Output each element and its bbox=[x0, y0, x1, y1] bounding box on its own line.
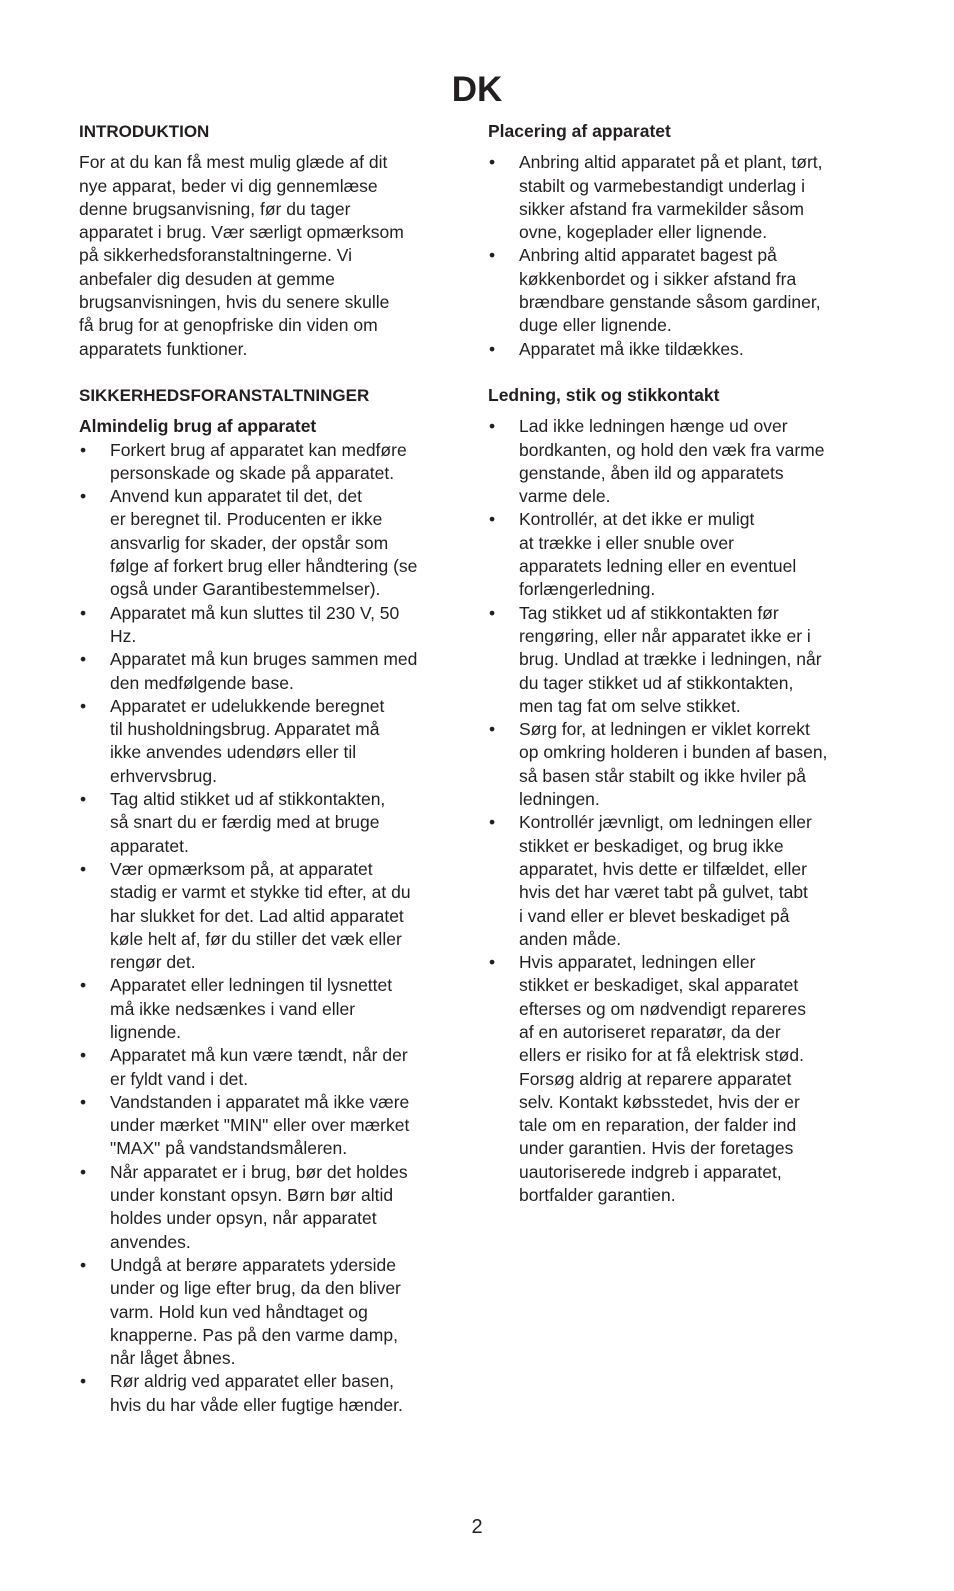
list-item-text: Kontrollér jævnligt, om ledningen eller stikket er beskadiget, og brug ikke apparatet, hvis dette er tilfældet, eller hvis det har været tabt på gulvet, tabt i vand eller er blevet beskadiget på anden måde. bbox=[519, 812, 812, 949]
list-item-text: Vandstanden i apparatet må ikke være under mærket "MIN" eller over mærket "MAX" på vandstandsmåleren. bbox=[110, 1091, 410, 1159]
list-item bbox=[488, 415, 878, 508]
general-use-heading: Almindelig brug af apparatet bbox=[79, 416, 317, 437]
list-item bbox=[488, 811, 878, 951]
left-column bbox=[79, 120, 464, 1417]
right-column bbox=[488, 120, 878, 1207]
bullet-icon: • bbox=[80, 695, 87, 716]
list-item-text: Vær opmærksom på, at apparatet stadig er varmt et stykke tid efter, at du har slukket for det. Lad altid apparatet køle helt af, før du stiller det væk eller rengør det. bbox=[110, 858, 411, 973]
list-item-text: Anbring altid apparatet bagest på køkkenbordet og i sikker afstand fra brændbare genstande såsom gardiner, duge eller lignende. bbox=[519, 245, 821, 336]
bullet-icon: • bbox=[489, 245, 496, 266]
bullet-icon: • bbox=[80, 1371, 87, 1392]
bullet-icon: • bbox=[80, 1091, 87, 1112]
list-item bbox=[79, 858, 464, 974]
placement-heading: Placering af apparatet bbox=[488, 121, 671, 141]
general-use-list bbox=[79, 439, 464, 1417]
intro-paragraph: For at du kan få mest mulig glæde af dit nye apparat, beder vi dig gennemlæse denne brugsanvisning, før du tager apparatet i brug. Vær særligt opmærksom på sikkerhedsforanstaltningerne. Vi anbefaler dig desuden at gemme brugsanvisningen, hvis du senere skulle få brug for at genopfriske din viden om apparatets funktioner. bbox=[79, 152, 404, 359]
list-item-text: Undgå at berøre apparatets yderside under og lige efter brug, da den bliver varm. Hold kun ved håndtaget og knapperne. Pas på den varme damp, når låget åbnes. bbox=[110, 1254, 401, 1369]
list-item-text: Tag stikket ud af stikkontakten før rengøring, eller når apparatet ikke er i brug. Undlad at trække i ledningen, når du tager stikket ud af stikkontakten, men tag fat om selve stikket. bbox=[519, 602, 822, 716]
list-item bbox=[79, 1091, 464, 1161]
list-item bbox=[79, 1254, 464, 1370]
list-item bbox=[488, 508, 878, 601]
list-item-text: Anvend kun apparatet til det, det er beregnet til. Producenten er ikke ansvarlig for skader, der opstår som følge af forkert brug eller håndtering (se også under Garantibestemmelser). bbox=[110, 486, 418, 600]
bullet-icon: • bbox=[80, 439, 87, 460]
list-item-text: Apparatet eller ledningen til lysnettet må ikke nedsænkes i vand eller lignende. bbox=[110, 975, 393, 1042]
bullet-icon: • bbox=[489, 602, 496, 623]
list-item-text: Forkert brug af apparatet kan medføre personskade og skade på apparatet. bbox=[110, 439, 407, 483]
bullet-icon: • bbox=[80, 1161, 87, 1182]
cord-list bbox=[488, 415, 878, 1207]
list-item-text: Hvis apparatet, ledningen eller stikket er beskadiget, skal apparatet efterses og om nødvendigt repareres af en autoriseret reparatør, da der ellers er risiko for at få elektrisk stød. Forsøg aldrig at reparere apparatet selv. Kontakt købsstedet, hvis der er tale om en reparation, der falder ind under garantien. Hvis der foretages uautoriserede indgreb i apparatet, bortfalder garantien. bbox=[519, 952, 806, 1206]
page-language-heading: DK bbox=[451, 70, 503, 109]
bullet-icon: • bbox=[489, 812, 496, 833]
list-item bbox=[79, 602, 464, 649]
list-item-text: Sørg for, at ledningen er viklet korrekt op omkring holderen i bunden af basen, så basen står stabilt og ikke hviler på ledningen. bbox=[519, 719, 828, 810]
bullet-icon: • bbox=[489, 416, 496, 437]
list-item bbox=[79, 974, 464, 1044]
list-item bbox=[79, 1370, 464, 1417]
list-item bbox=[488, 602, 878, 718]
list-item bbox=[488, 951, 878, 1207]
list-item-text: Apparatet må kun være tændt, når der er fyldt vand i det. bbox=[110, 1045, 408, 1089]
list-item-text: Når apparatet er i brug, bør det holdes under konstant opsyn. Børn bør altid holdes under opsyn, når apparatet anvendes. bbox=[110, 1161, 408, 1252]
list-item-text: Kontrollér, at det ikke er muligt at trække i eller snuble over apparatets ledning eller en eventuel forlængerledning. bbox=[519, 509, 797, 600]
bullet-icon: • bbox=[489, 509, 496, 530]
list-item-text: Apparatet må kun bruges sammen med den medfølgende base. bbox=[110, 649, 418, 693]
placement-list bbox=[488, 151, 878, 361]
list-item-text: Apparatet er udelukkende beregnet til husholdningsbrug. Apparatet må ikke anvendes udendørs eller til erhvervsbrug. bbox=[110, 695, 385, 786]
bullet-icon: • bbox=[489, 152, 496, 173]
bullet-icon: • bbox=[489, 719, 496, 740]
list-item bbox=[79, 439, 464, 486]
bullet-icon: • bbox=[80, 486, 87, 507]
list-item bbox=[79, 695, 464, 788]
list-item bbox=[79, 485, 464, 601]
list-item bbox=[488, 151, 878, 244]
bullet-icon: • bbox=[80, 975, 87, 996]
list-item bbox=[79, 1044, 464, 1091]
bullet-icon: • bbox=[80, 789, 87, 810]
list-item-text: Apparatet må kun sluttes til 230 V, 50 Hz. bbox=[110, 602, 400, 646]
bullet-icon: • bbox=[80, 649, 87, 670]
list-item-text: Apparatet må ikke tildækkes. bbox=[519, 338, 744, 359]
list-item bbox=[79, 788, 464, 858]
list-item-text: Anbring altid apparatet på et plant, tørt, stabilt og varmebestandigt underlag i sikker afstand fra varmekilder såsom ovne, kogeplader eller lignende. bbox=[519, 152, 823, 243]
list-item bbox=[79, 1161, 464, 1254]
list-item bbox=[488, 338, 878, 361]
bullet-icon: • bbox=[489, 338, 496, 359]
list-item-text: Rør aldrig ved apparatet eller basen, hvis du har våde eller fugtige hænder. bbox=[110, 1371, 403, 1415]
bullet-icon: • bbox=[489, 952, 496, 973]
list-item-text: Lad ikke ledningen hænge ud over bordkanten, og hold den væk fra varme genstande, åben ild og apparatets varme dele. bbox=[519, 416, 825, 507]
bullet-icon: • bbox=[80, 1045, 87, 1066]
safety-heading: SIKKERHEDSFORANSTALTNINGER bbox=[79, 385, 370, 405]
page-number: 2 bbox=[471, 1516, 483, 1538]
bullet-icon: • bbox=[80, 602, 87, 623]
list-item bbox=[488, 718, 878, 811]
intro-heading: INTRODUKTION bbox=[79, 122, 210, 141]
cord-heading: Ledning, stik og stikkontakt bbox=[488, 384, 720, 405]
list-item bbox=[488, 244, 878, 337]
bullet-icon: • bbox=[80, 1254, 87, 1275]
list-item bbox=[79, 648, 464, 695]
list-item-text: Tag altid stikket ud af stikkontakten, så snart du er færdig med at bruge apparatet. bbox=[110, 789, 386, 856]
bullet-icon: • bbox=[80, 858, 87, 879]
